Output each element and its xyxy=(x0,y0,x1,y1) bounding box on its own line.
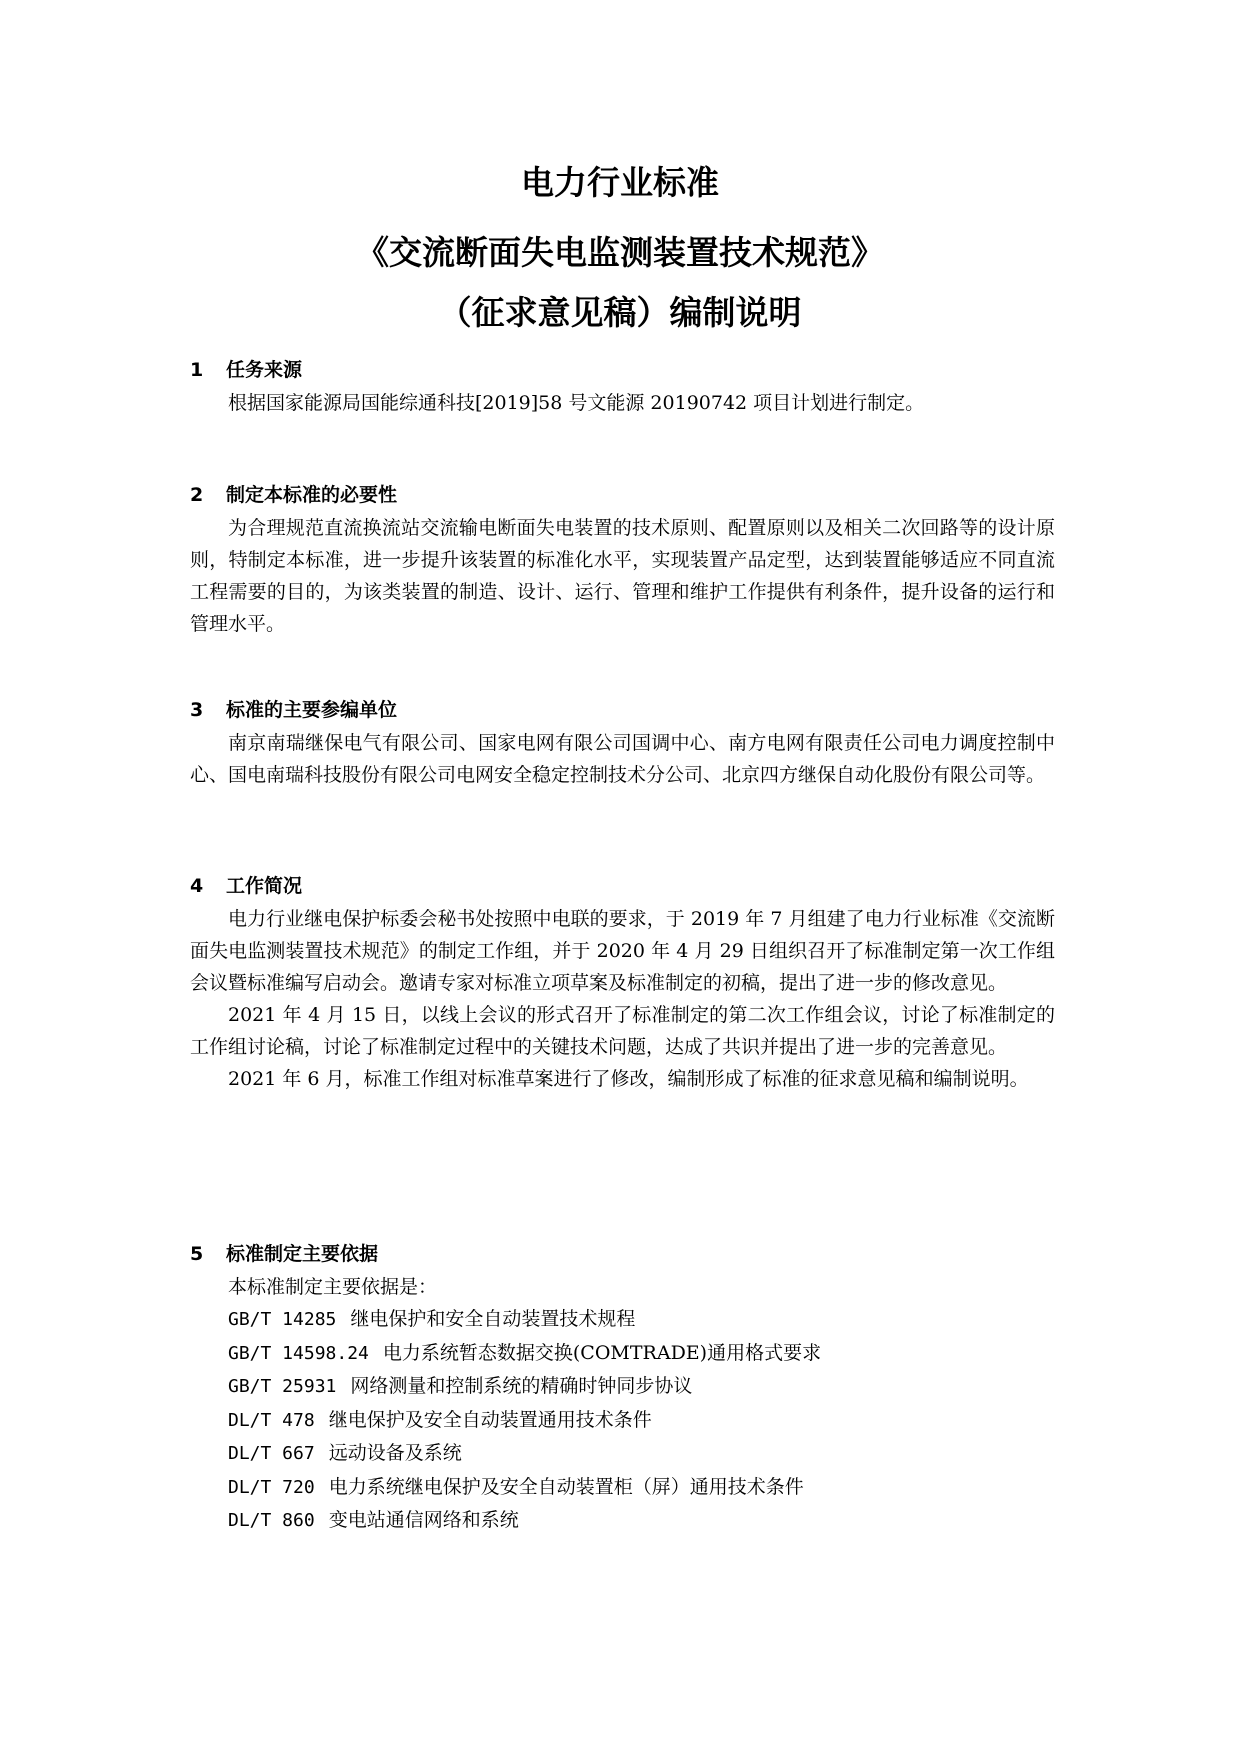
reference-item xyxy=(190,1303,1055,1337)
section-title: 制定本标准的必要性 xyxy=(226,484,398,506)
document-title-line1: 电力行业标准 xyxy=(521,163,719,202)
reference-code: DL/T 667 xyxy=(228,1443,315,1464)
reference-name: 电力系统暂态数据交换(COMTRADE)通用格式要求 xyxy=(382,1341,822,1364)
reference-name: 远动设备及系统 xyxy=(328,1442,462,1464)
reference-list xyxy=(190,1303,1055,1538)
section-3-participating-units xyxy=(190,695,1055,791)
section-title: 任务来源 xyxy=(226,359,303,381)
document-title-line2: 《交流断面失电监测装置技术规范》 xyxy=(356,233,884,272)
section-title: 工作简况 xyxy=(226,875,303,897)
reference-code: GB/T 14285 xyxy=(228,1309,337,1330)
paragraph: 2021 年 4 月 15 日，以线上会议的形式召开了标准制定的第二次工作组会议，讨论了标准制定的工作组讨论稿，讨论了标准制定过程中的关键技术问题，达成了共识并提出了进一步的完善意见。 xyxy=(190,1004,1055,1058)
reference-code: DL/T 860 xyxy=(228,1510,315,1531)
reference-item xyxy=(190,1471,1055,1505)
section-number: 3 xyxy=(190,699,204,721)
section-title: 标准制定主要依据 xyxy=(226,1243,379,1265)
section-title: 标准的主要参编单位 xyxy=(226,699,398,721)
section-4-work-summary xyxy=(190,871,1055,1095)
section-heading xyxy=(190,355,1055,387)
paragraph: 电力行业继电保护标委会秘书处按照中电联的要求，于 2019 年 7 月组建了电力行业标准《交流断面失电监测装置技术规范》的制定工作组，并于 2020 年 4 月 29 日组织召开了标准制定第一次工作组会议暨标准编写启动会。邀请专家对标准立项草案及标准制定的初稿，提出了进一步的修改意见。 xyxy=(190,908,1055,994)
section-number: 2 xyxy=(190,484,204,506)
section-5-basis xyxy=(190,1239,1055,1538)
reference-item xyxy=(190,1370,1055,1404)
section-number: 1 xyxy=(190,359,204,381)
section-number: 4 xyxy=(190,875,204,897)
reference-code: GB/T 25931 xyxy=(228,1376,337,1397)
reference-item xyxy=(190,1437,1055,1471)
paragraph: 2021 年 6 月，标准工作组对标准草案进行了修改，编制形成了标准的征求意见稿和编制说明。 xyxy=(228,1068,1029,1090)
reference-name: 电力系统继电保护及安全自动装置柜（屏）通用技术条件 xyxy=(328,1475,804,1498)
reference-name: 继电保护及安全自动装置通用技术条件 xyxy=(328,1408,652,1431)
reference-code: GB/T 14598.24 xyxy=(228,1342,369,1364)
section-heading xyxy=(190,871,1055,903)
section-heading xyxy=(190,480,1055,512)
reference-code: DL/T 720 xyxy=(228,1476,315,1498)
reference-name: 继电保护和安全自动装置技术规程 xyxy=(350,1308,636,1330)
paragraph: 为合理规范直流换流站交流输电断面失电装置的技术原则、配置原则以及相关二次回路等的设计原则，特制定本标准，进一步提升该装置的标准化水平，实现装置产品定型，达到装置能够适应不同直流工程需要的目的，为该类装置的制造、设计、运行、管理和维护工作提供有利条件，提升设备的运行和管理水平。 xyxy=(190,517,1055,635)
reference-code: DL/T 478 xyxy=(228,1409,315,1431)
reference-name: 变电站通信网络和系统 xyxy=(328,1509,519,1531)
section-2-necessity xyxy=(190,480,1055,640)
paragraph: 南京南瑞继保电气有限公司、国家电网有限公司国调中心、南方电网有限责任公司电力调度控制中心、国电南瑞科技股份有限公司电网安全稳定控制技术分公司、北京四方继保自动化股份有限公司等。 xyxy=(190,732,1055,786)
paragraph: 根据国家能源局国能综通科技[2019]58 号文能源 20190742 项目计划进行制定。 xyxy=(228,392,925,414)
section-heading xyxy=(190,1239,1055,1271)
section-1-task-source xyxy=(190,355,1055,419)
reference-item xyxy=(190,1404,1055,1438)
reference-name: 网络测量和控制系统的精确时钟同步协议 xyxy=(350,1375,693,1397)
reference-item xyxy=(190,1337,1055,1371)
section-heading xyxy=(190,695,1055,727)
document-title-line3: （征求意见稿）编制说明 xyxy=(438,293,802,332)
paragraph: 本标准制定主要依据是： xyxy=(228,1276,438,1298)
section-number: 5 xyxy=(190,1243,204,1265)
reference-item xyxy=(190,1504,1055,1538)
